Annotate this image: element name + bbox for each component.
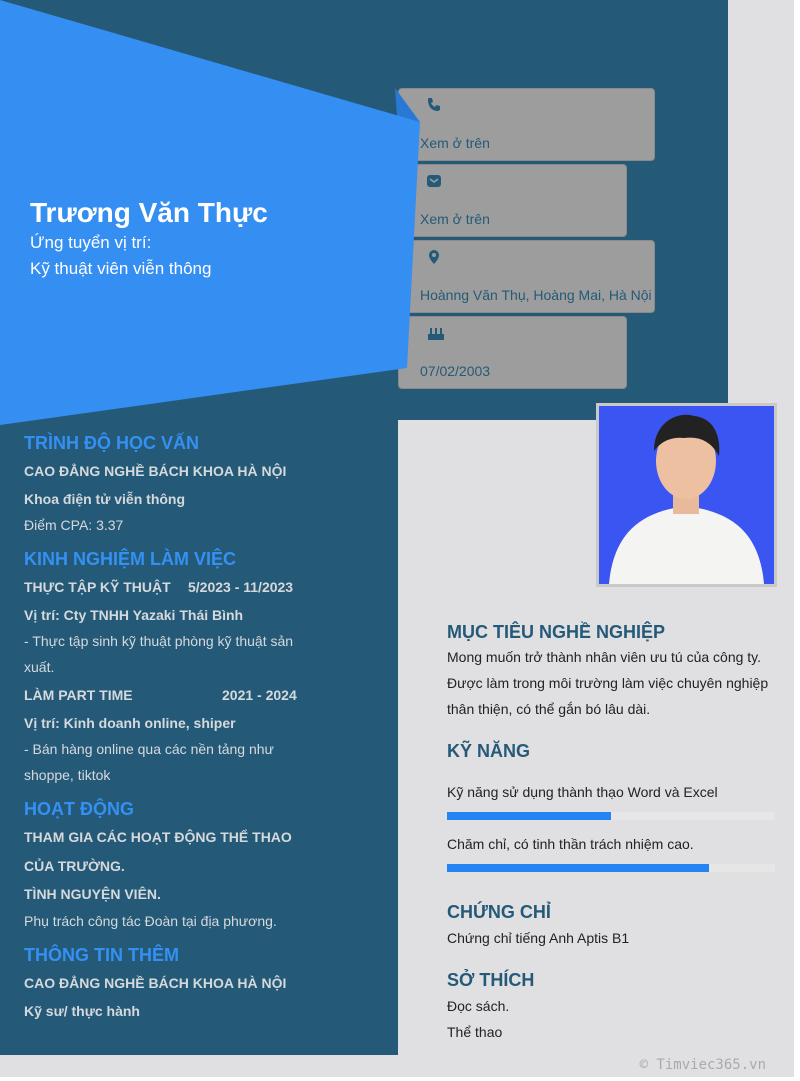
skill-label: Kỹ năng sử dụng thành thạo Word và Excel [447,784,718,800]
objective-line: Mong muốn trở thành nhân viên ưu tú của công ty. [447,649,762,665]
experience-position: Vị trí: Cty TNHH Yazaki Thái Bình [24,607,244,623]
phone-value: Xem ở trên [420,135,490,151]
extra-title: THÔNG TIN THÊM [24,945,179,965]
experience-position: Vị trí: Kinh doanh online, shiper [24,715,236,731]
birthday-value: 07/02/2003 [420,363,491,379]
avatar [599,406,774,584]
email-value: Xem ở trên [420,211,490,227]
objective-line: Được làm trong môi trường làm việc chuyên nghiệp [447,675,769,691]
experience-desc: - Thực tập sinh kỹ thuật phòng kỹ thuật sản [24,633,294,649]
certificates-title: CHỨNG CHỈ [447,902,551,922]
skill-bar [447,864,775,872]
experience-title: KINH NGHIỆM LÀM VIỆC [24,549,237,569]
experience-period: 2021 - 2024 [222,687,297,703]
experience-period: 5/2023 - 11/2023 [188,579,294,595]
skill-bar [447,812,775,820]
contact-phone [398,88,655,161]
hobby-item: Thể thao [447,1024,503,1040]
hobby-item: Đọc sách. [447,998,510,1014]
activity-line: CỦA TRƯỜNG. [24,858,125,874]
extra-line: Kỹ sư/ thực hành [24,1003,140,1019]
experience-desc: xuất. [24,659,55,675]
activities-title: HOẠT ĐỘNG [24,799,134,819]
education-title: TRÌNH ĐỘ HỌC VẤN [24,433,199,453]
skill-bar-fill [447,864,709,872]
experience-desc: shoppe, tiktok [24,767,111,783]
experience-role: LÀM PART TIME [24,687,133,703]
experience-desc: - Bán hàng online qua các nền tảng như [24,741,274,757]
activity-line: Phụ trách công tác Đoàn tại địa phương. [24,913,277,929]
objective-title: MỤC TIÊU NGHỀ NGHIỆP [447,622,666,642]
activity-line: THAM GIA CÁC HOẠT ĐỘNG THỂ THAO [24,829,292,845]
extra-line: CAO ĐẲNG NGHỀ BÁCH KHOA HÀ NỘI [24,975,287,991]
hobbies-title: SỞ THÍCH [447,970,535,990]
apply-label: Ứng tuyển vị trí: [30,233,152,252]
education-school: CAO ĐẲNG NGHỀ BÁCH KHOA HÀ NỘI [24,463,287,479]
objective-line: thân thiện, có thể gắn bó lâu dài. [447,701,651,717]
skills-title: KỸ NĂNG [447,741,531,761]
watermark: © Timviec365.vn [639,1057,766,1073]
certificate-item: Chứng chỉ tiếng Anh Aptis B1 [447,930,630,946]
hero [30,196,268,282]
experience-role: THỰC TẬP KỸ THUẬT [24,579,171,595]
contact-address [398,240,655,313]
education-gpa: Điểm CPA: 3.37 [24,517,124,533]
contact-birthday [398,316,627,389]
address-value: Hoànng Văn Thụ, Hoàng Mai, Hà Nội [420,287,652,303]
profile-photo [596,403,777,587]
candidate-name: Trương Văn Thực [30,197,268,228]
activity-line: TÌNH NGUYỆN VIÊN. [24,886,161,902]
education-faculty: Khoa điện tử viễn thông [24,491,186,507]
skill-bar-fill [447,812,611,820]
contact-email [398,164,627,237]
skill-label: Chăm chỉ, có tinh thần trách nhiệm cao. [447,836,694,852]
applied-position: Kỹ thuật viên viễn thông [30,259,212,278]
